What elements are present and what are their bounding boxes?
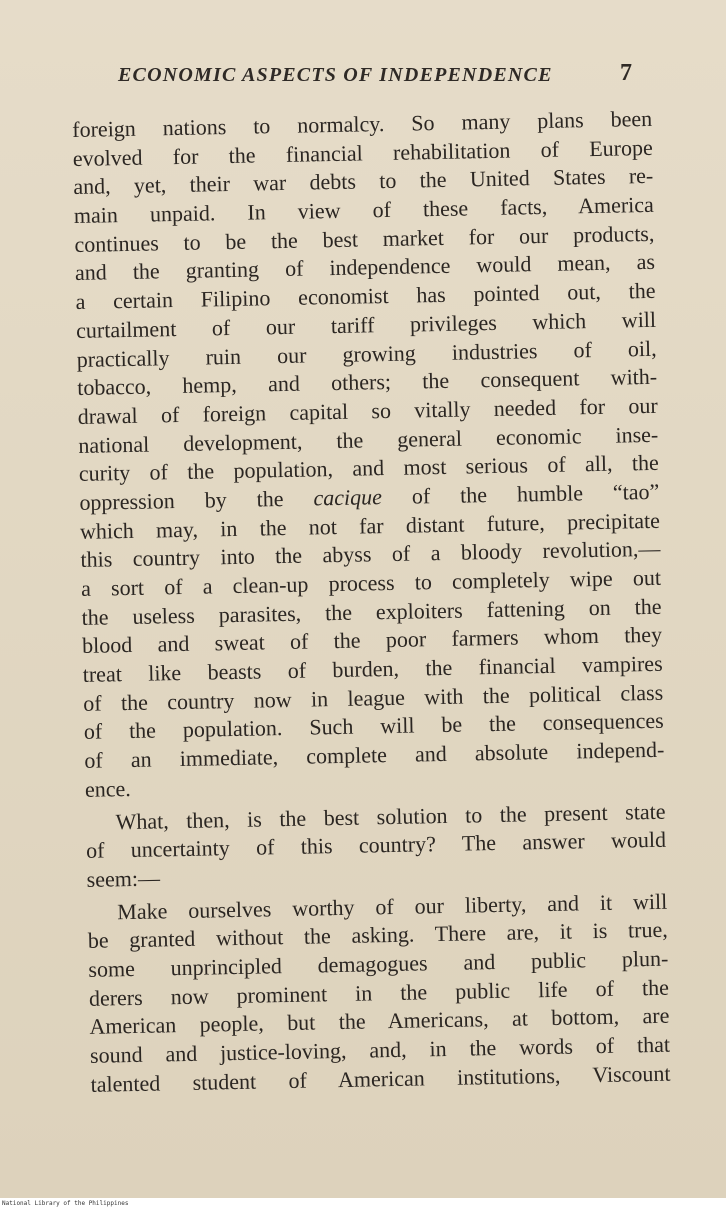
text-line: of the country now in league with the political class — [83, 679, 664, 716]
text-line: main unpaid. In view of these facts, America — [73, 191, 655, 229]
text-line: national development, the general economic inse- — [78, 421, 659, 458]
text-line: treat like beasts of burden, the financial vampires — [82, 650, 663, 687]
text-line: sound and justice-loving, and, in the words of that — [89, 1031, 671, 1068]
running-title: ECONOMIC ASPECTS OF INDEPENDENCE — [118, 64, 553, 86]
text-line: talented student of American institutions, Viscount — [90, 1060, 671, 1097]
text-line: derers now prominent in the public life of the — [88, 974, 670, 1011]
page-number: 7 — [620, 60, 632, 86]
text-fragment: of the humble “tao” — [411, 478, 660, 509]
text-line: a sort of a clean-up process to completely wipe out — [80, 564, 662, 601]
text-line: practically ruin our growing industries of oil, — [76, 335, 657, 372]
page-header — [118, 60, 638, 92]
text-line: drawal of foreign capital so vitally needed for our — [77, 392, 658, 429]
text-line: American people, but the Americans, at bottom, are — [89, 1003, 670, 1040]
text-line: curity of the population, and most serious of all, the — [78, 450, 660, 487]
text-line: and, yet, their war debts to the United States re- — [73, 163, 654, 200]
text-line: some unprincipled demagogues and public plun- — [88, 945, 669, 982]
text-line: blood and sweat of the poor farmers whom they — [81, 622, 663, 659]
text-line: this country into the abyss of a bloody revolution,— — [80, 536, 661, 573]
text-line: ence. — [84, 775, 131, 802]
text-fragment: oppression by the — [79, 485, 284, 515]
text-line: What, then, is the best solution to the present state — [115, 798, 666, 834]
text-line: curtailment of our tariff privileges which will — [75, 306, 657, 343]
text-line: continues to be the best market for our products, — [74, 220, 655, 257]
text-line: tobacco, hemp, and others; the consequent with- — [76, 364, 658, 401]
text-line: foreign nations to normalcy. So many plans been — [72, 105, 653, 142]
text-line: a certain Filipino economist has pointed out, the — [75, 277, 656, 315]
text-line: be granted without the asking. There are, it is true, — [87, 916, 668, 954]
text-line: the useless parasites, the exploiters fattening on the — [81, 593, 662, 630]
text-line: seem:— — [86, 865, 161, 892]
text-line: of the population. Such will be the consequences — [83, 708, 664, 745]
italic-term: cacique — [313, 484, 383, 511]
body-text — [72, 105, 671, 1099]
text-line: of an immediate, complete and absolute independ- — [84, 736, 665, 774]
text-line: evolved for the financial rehabilitation of Europe — [72, 134, 653, 171]
text-line: and the granting of independence would mean, as — [74, 249, 656, 286]
text-line: which may, in the not far distant future, precipitate — [79, 507, 661, 544]
scan-credit: National Library of the Philippines — [0, 1199, 726, 1208]
text-line: Make ourselves worthy of our liberty, and it will — [117, 888, 668, 924]
text-line: of uncertainty of this country? The answer would — [85, 826, 667, 864]
